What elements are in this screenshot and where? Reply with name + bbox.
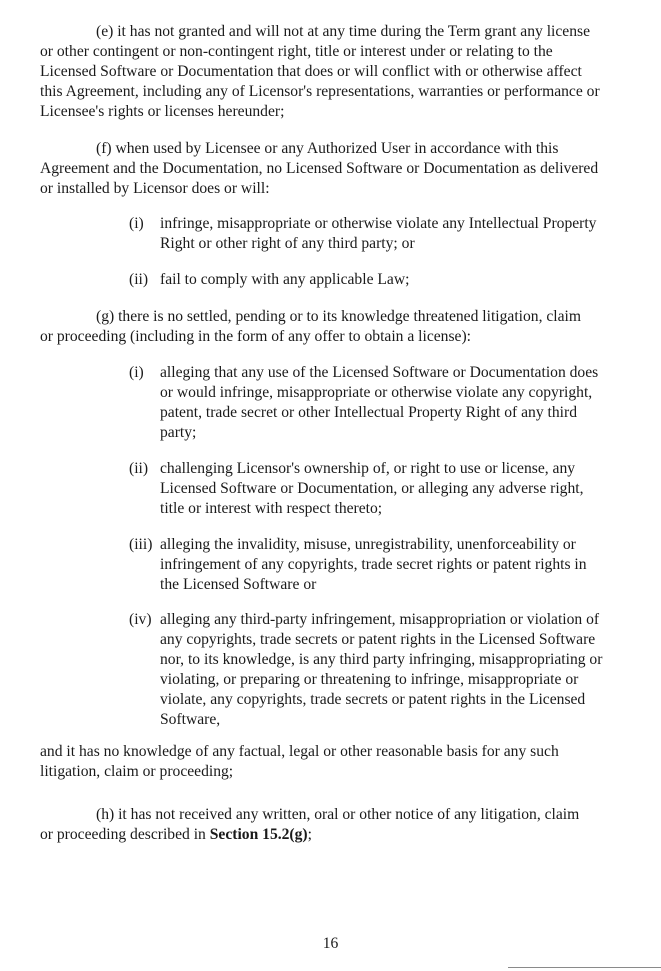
subitem-line: party; bbox=[160, 424, 197, 441]
paragraph-g bbox=[40, 307, 581, 347]
subitem-line: any copyrights, trade secrets or patent rights in the Licensed Software bbox=[160, 631, 596, 648]
paragraph-f-line: (f) when used by Licensee or any Authorized User in accordance with this bbox=[96, 140, 559, 157]
subitem-number: (ii) bbox=[129, 460, 149, 477]
paragraph-e-line: this Agreement, including any of Licensor's representations, warranties or performance or bbox=[40, 83, 600, 100]
paragraph-f-line: or installed by Licensor does or will: bbox=[40, 180, 270, 197]
subitem-line: infringement of any copyrights, trade secret rights or patent rights in bbox=[160, 556, 587, 573]
subitem-line: violate, any copyrights, trade secrets or patent rights in the Licensed bbox=[160, 691, 586, 708]
subitem-line: Right or other right of any third party; or bbox=[160, 235, 415, 252]
paragraph-e-line: Licensed Software or Documentation that does or will conflict with or otherwise affect bbox=[40, 63, 582, 80]
subitem-line: violating, or preparing or threatening to infringe, misappropriate or bbox=[160, 671, 579, 688]
paragraph-h-line: (h) it has not received any written, oral or other notice of any litigation, claim bbox=[96, 806, 580, 823]
paragraph-h-punct: ; bbox=[307, 826, 312, 843]
paragraph-f-line: Agreement and the Documentation, no Licensed Software or Documentation as delivered bbox=[40, 160, 599, 177]
paragraph-g-line: or proceeding (including in the form of any offer to obtain a license): bbox=[40, 328, 471, 345]
paragraph-e-line: Licensee's rights or licenses hereunder; bbox=[40, 103, 285, 120]
subitem-line: infringe, misappropriate or otherwise violate any Intellectual Property bbox=[160, 215, 597, 232]
subitem-line: alleging that any use of the Licensed Software or Documentation does bbox=[160, 364, 599, 381]
subitem-line: title or interest with respect thereto; bbox=[160, 500, 383, 517]
subitem-number: (i) bbox=[129, 364, 144, 381]
paragraph-h-line bbox=[40, 825, 579, 845]
subitem-line: challenging Licensor's ownership of, or right to use or license, any bbox=[160, 460, 576, 477]
paragraph-e bbox=[40, 22, 600, 122]
subitem-line: nor, to its knowledge, is any third party infringing, misappropriating or bbox=[160, 651, 603, 668]
subitem-number: (i) bbox=[129, 215, 144, 232]
subitem-line: patent, trade secret or other Intellectual Property Right of any third bbox=[160, 404, 577, 421]
footer-rule bbox=[508, 967, 661, 968]
subitem-line: fail to comply with any applicable Law; bbox=[160, 271, 410, 288]
subitem-line: or would infringe, misappropriate or otherwise violate any copyright, bbox=[160, 384, 593, 401]
paragraph-h bbox=[40, 805, 579, 845]
subitem-number: (iv) bbox=[129, 611, 152, 628]
subitem-line: alleging the invalidity, misuse, unregistrability, unenforceability or bbox=[160, 536, 576, 553]
subitem-line: alleging any third-party infringement, misappropriation or violation of bbox=[160, 611, 600, 628]
paragraph-h-text: or proceeding described in bbox=[40, 826, 210, 843]
paragraph-g-tail-line: litigation, claim or proceeding; bbox=[40, 763, 234, 780]
paragraph-f bbox=[40, 139, 598, 199]
paragraph-g-tail-line: and it has no knowledge of any factual, legal or other reasonable basis for any such bbox=[40, 743, 559, 760]
subitem-line: Licensed Software or Documentation, or alleging any adverse right, bbox=[160, 480, 584, 497]
subitem-number: (ii) bbox=[129, 271, 149, 288]
subitem-line: the Licensed Software or bbox=[160, 576, 317, 593]
paragraph-e-line: (e) it has not granted and will not at any time during the Term grant any license bbox=[96, 23, 591, 40]
subitem-number: (iii) bbox=[129, 536, 153, 553]
paragraph-g-tail bbox=[40, 742, 559, 782]
paragraph-e-line: or other contingent or non-contingent right, title or interest under or relating to the bbox=[40, 43, 553, 60]
subitem-line: Software, bbox=[160, 711, 221, 728]
section-reference: Section 15.2(g) bbox=[209, 826, 308, 843]
page-number: 16 bbox=[322, 935, 339, 952]
paragraph-g-line: (g) there is no settled, pending or to its knowledge threatened litigation, claim bbox=[96, 308, 582, 325]
